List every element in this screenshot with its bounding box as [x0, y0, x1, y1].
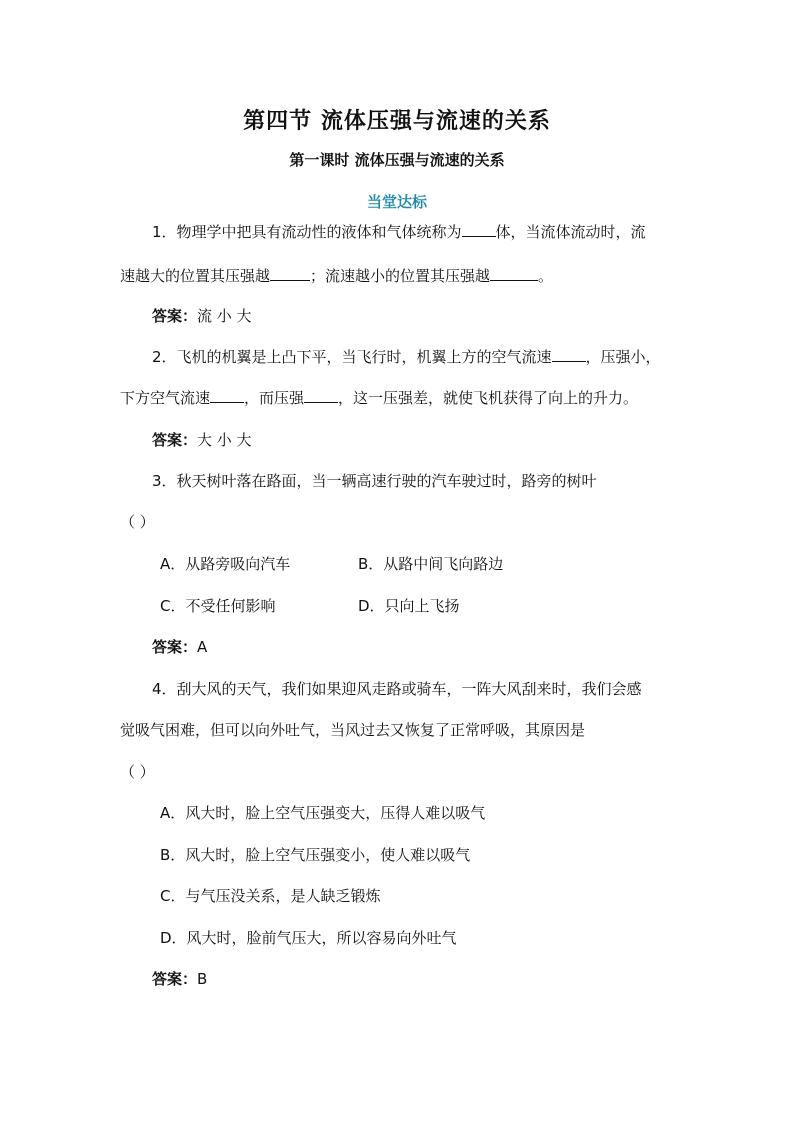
question-3-option-c: C．不受任何影响: [160, 597, 276, 615]
question-4-answer: 答案：B: [152, 970, 208, 988]
question-2-line-1: 2．飞机的机翼是上凸下平，当飞行时，机翼上方的空气流速 ，压强小，: [152, 348, 661, 366]
answer-blank: [270, 266, 310, 281]
question-4-paren: （ ）: [120, 763, 155, 781]
question-4-line-1: 4．刮大风的天气，我们如果迎风走路或骑车，一阵大风刮来时，我们会感: [152, 680, 642, 698]
section-heading: 当堂达标: [366, 193, 427, 211]
question-4-option-a: A．风大时，脸上空气压强变大，压得人难以吸气: [160, 804, 486, 822]
question-4-line-2: 觉吸气困难，但可以向外吐气，当风过去又恢复了正常呼吸，其原因是: [120, 721, 586, 739]
question-3-line-1: 3．秋天树叶落在路面，当一辆高速行驶的汽车驶过时，路旁的树叶: [152, 472, 597, 490]
answer-blank: [490, 266, 538, 281]
answer-blank: [304, 388, 338, 403]
question-4-option-c: C．与气压没关系，是人缺乏锻炼: [160, 887, 381, 905]
question-2-line-2: 下方空气流速 ，而压强 ，这一压强差，就使飞机获得了向上的升力。: [120, 389, 639, 407]
question-3-option-d: D．只向上飞扬: [358, 597, 460, 615]
answer-blank: [462, 222, 496, 237]
question-1-line-2: 速越大的位置其压强越 ；流速越小的位置其压强越 。: [120, 267, 554, 285]
page-title: 第四节 流体压强与流速的关系: [243, 108, 551, 134]
question-3-option-a: A．从路旁吸向汽车: [160, 555, 291, 573]
answer-blank: [210, 388, 244, 403]
question-1-answer: 答案：流 小 大: [152, 307, 252, 325]
answer-blank: [552, 347, 586, 362]
question-4-option-b: B．风大时，脸上空气压强变小，使人难以吸气: [160, 846, 471, 864]
question-3-option-b: B．从路中间飞向路边: [358, 555, 504, 573]
question-1-line-1: 1．物理学中把具有流动性的液体和气体统称为 体，当流体流动时，流: [152, 223, 646, 241]
question-2-answer: 答案：大 小 大: [152, 431, 252, 449]
question-3-answer: 答案：A: [152, 638, 208, 656]
lesson-subtitle: 第一课时 流体压强与流速的关系: [289, 151, 505, 169]
question-4-option-d: D．风大时，脸前气压大，所以容易向外吐气: [160, 929, 457, 947]
question-3-paren: （ ）: [120, 513, 155, 531]
